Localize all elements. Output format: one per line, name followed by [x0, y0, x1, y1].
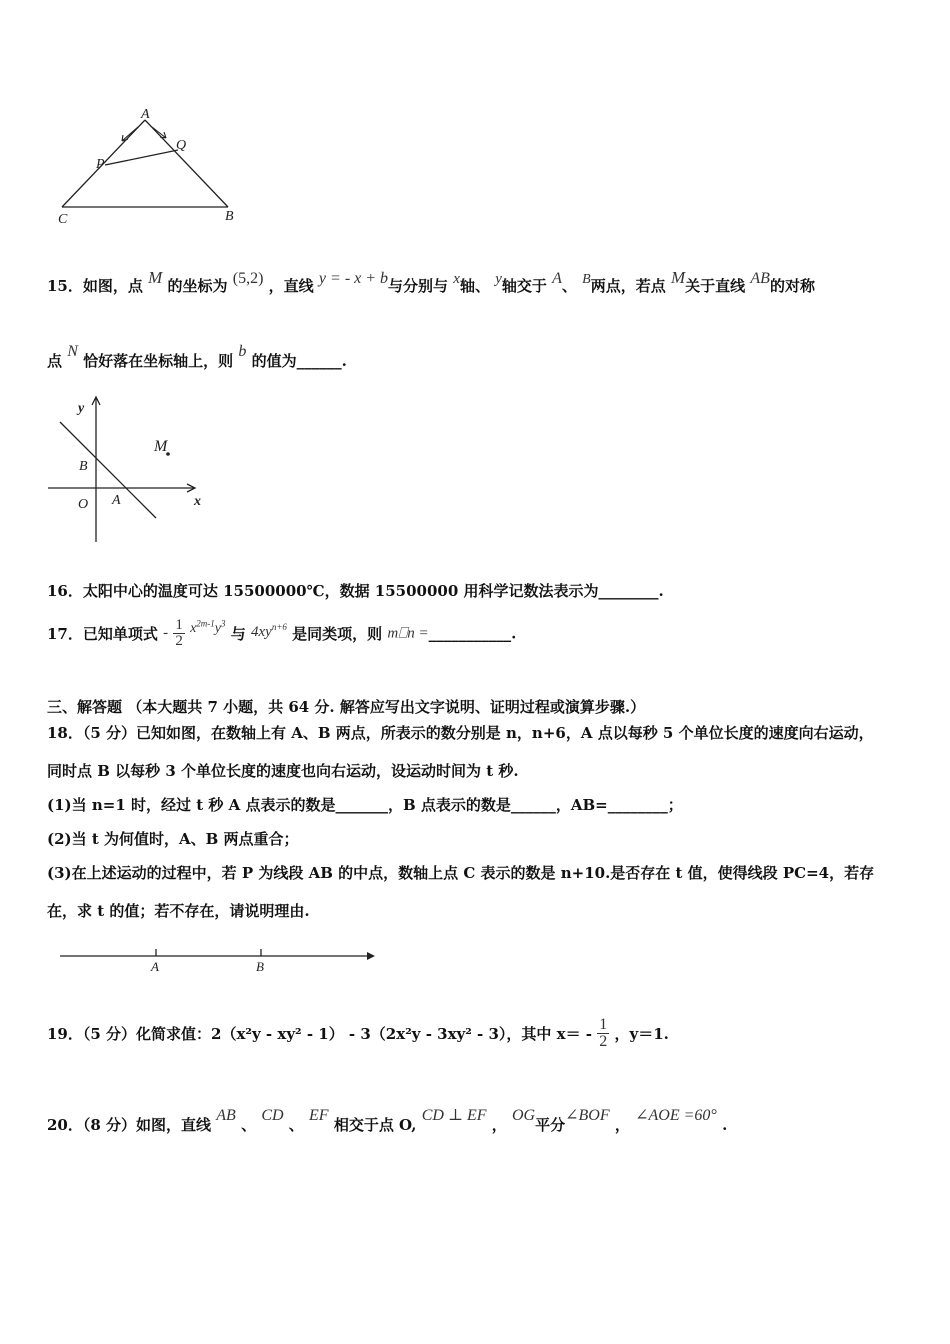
coordinate-figure [44, 390, 219, 548]
arrow-right-icon [152, 127, 166, 138]
q16: 16．太阳中心的温度可达 15500000℃，数据 15500000 用科学记数法表示为________. [47, 582, 664, 600]
label-y: y [78, 401, 85, 416]
triangle-figure [50, 105, 250, 230]
q18-line3: (1)当 n=1 时，经过 t 秒 A 点表示的数是_______，B 点表示的数是______，AB=________； [47, 796, 683, 814]
line-y-eq-neg-x-plus-b [60, 422, 156, 518]
label-A: A [141, 107, 150, 122]
label-B: B [79, 459, 88, 474]
segment-PQ [105, 150, 178, 165]
label-x: x [194, 494, 201, 509]
q19: 19．（5 分）化简求值：2（x²y - xy² - 1） - 3（2x²y - 3xy² - 3），其中 x＝ - $\frac{1}{2}$ ，y＝1. [47, 1016, 669, 1050]
section3-title: 三、解答题 （本大题共 7 小题，共 64 分. 解答应写出文字说明、证明过程或演算步骤.） [47, 698, 646, 716]
label-P: P [96, 157, 105, 172]
label-M: M [154, 438, 168, 455]
label-C: C [58, 212, 68, 227]
number-line-figure [55, 942, 385, 978]
q15-line1: 15．如图，点 M 的坐标为 (5,2) ，直线 y = - x + b与分别与 x轴、 y轴交于 A、 B两点，若点 M关于直线 AB的对称 [47, 268, 815, 295]
q20: 20．（8 分）如图，直线 AB 、 CD 、 EF 相交于点 O, CD ⊥ EF ， OG平分∠BOF ， ∠AOE =60° . [47, 1107, 728, 1134]
q18-line2: 同时点 B 以每秒 3 个单位长度的速度也向右运动，设运动时间为 t 秒. [47, 762, 519, 780]
label-A: A [151, 959, 159, 974]
label-B: B [225, 209, 234, 224]
q18-line4: (2)当 t 为何值时，A、B 两点重合； [47, 830, 299, 848]
q17: 17．已知单项式 - $\frac{1}{2}$ $x^{2m-1}y^3$ 与 $4xy^{n+6}$ 是同类项，则 m⎕n =___________. [47, 617, 517, 649]
arrow-left-icon [122, 127, 138, 141]
label-Q: Q [176, 138, 187, 153]
q18-line5: (3)在上述运动的过程中，若 P 为线段 AB 的中点，数轴上点 C 表示的数是 n+10.是否存在 t 值，使得线段 PC=4，若存 [47, 864, 875, 882]
number-line-arrow-icon [367, 952, 375, 960]
q15-line2: 点 N 恰好落在坐标轴上，则 b 的值为______. [47, 343, 347, 370]
q18-line1: 18．（5 分）已知如图，在数轴上有 A、B 两点，所表示的数分别是 n，n+6，A 点以每秒 5 个单位长度的速度向右运动， [47, 724, 874, 742]
label-B: B [256, 959, 264, 974]
label-A: A [112, 493, 121, 508]
side-AB [145, 120, 228, 207]
label-O: O [78, 497, 89, 512]
q18-line6: 在，求 t 的值；若不存在，请说明理由. [47, 902, 310, 920]
